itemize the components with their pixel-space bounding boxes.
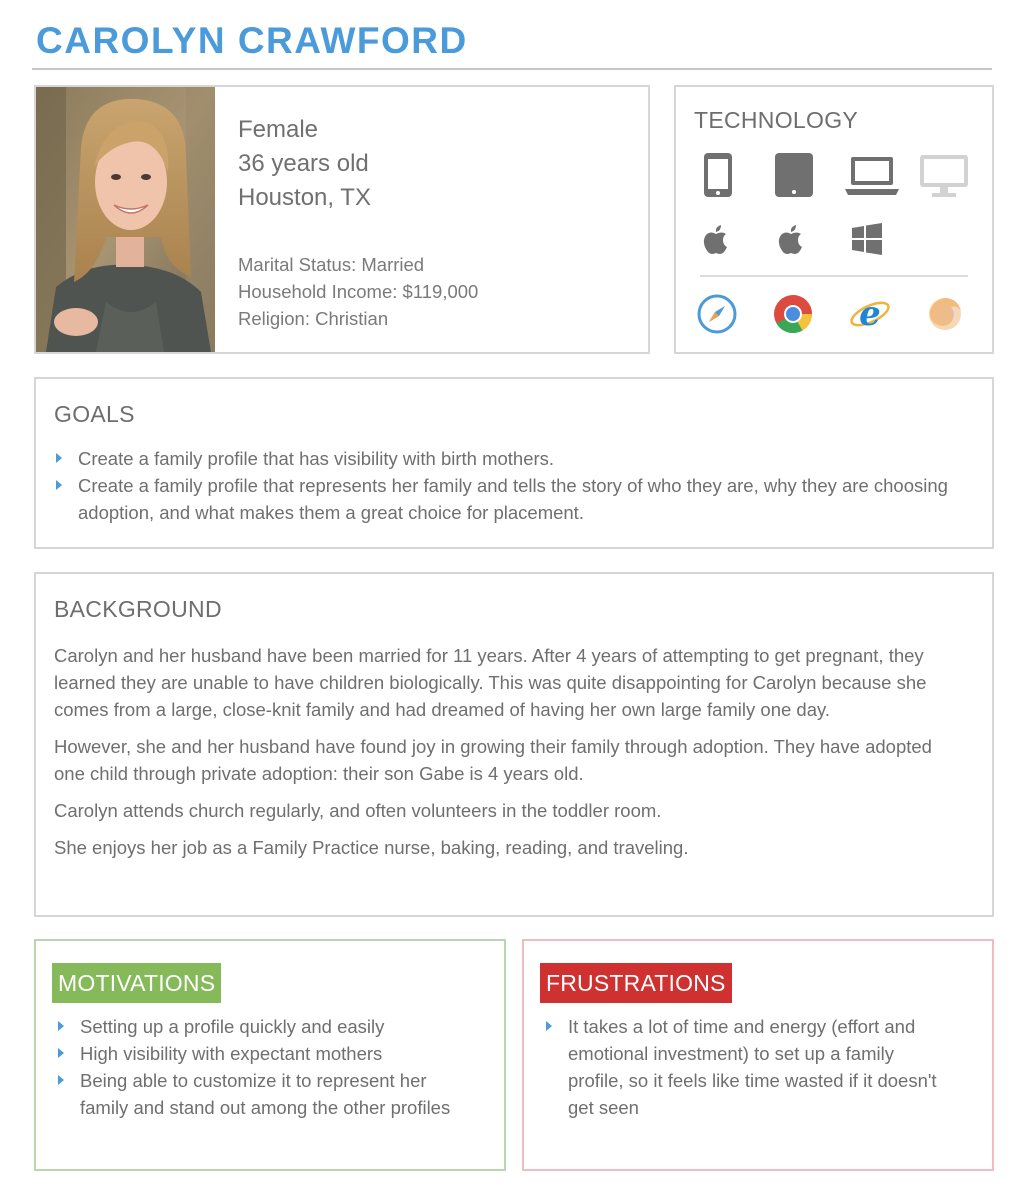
household-income-text: Household Income: $119,000 <box>238 281 479 302</box>
frustrations-title: FRUSTRATIONS <box>540 963 732 1003</box>
background-text <box>54 642 966 871</box>
profile-card <box>34 85 650 354</box>
laptop-icon <box>844 151 892 199</box>
bullet-arrow-icon <box>546 1021 552 1031</box>
apple-icon <box>698 221 746 269</box>
motivations-title: MOTIVATIONS <box>52 963 221 1003</box>
motivations-list <box>56 1013 476 1121</box>
age-text: 36 years old <box>238 150 369 177</box>
goals-card <box>34 377 994 549</box>
profile-attributes <box>238 251 478 332</box>
goals-title: GOALS <box>54 401 135 427</box>
svg-text:e: e <box>859 294 881 334</box>
goals-list <box>54 445 964 526</box>
background-paragraph: Carolyn attends church regularly, and often volunteers in the toddler room. <box>54 800 662 821</box>
background-card <box>34 572 994 917</box>
smartphone-icon <box>694 151 742 199</box>
tablet-icon <box>770 151 818 199</box>
bullet-arrow-icon <box>56 453 62 463</box>
technology-card <box>674 85 994 354</box>
list-item: It takes a lot of time and energy (effort and emotional investment) to set up a family profile, so it feels like time wasted if it doesn't get seen <box>544 1013 954 1121</box>
list-item: High visibility with expectant mothers <box>56 1040 476 1067</box>
persona-name: CAROLYN CRAWFORD <box>36 20 468 61</box>
background-paragraph: However, she and her husband have found joy in growing their family through adoption. They have adopted one child through private adoption: their son Gabe is 4 years old. <box>54 736 932 784</box>
motivations-card <box>34 939 506 1171</box>
persona-photo <box>36 87 215 352</box>
chrome-icon <box>772 293 820 341</box>
apple-icon <box>773 221 821 269</box>
technology-title: TECHNOLOGY <box>694 107 859 133</box>
desktop-icon <box>918 151 966 199</box>
bullet-arrow-icon <box>58 1075 64 1085</box>
list-item: Being able to customize it to represent her family and stand out among the other profiles <box>56 1067 476 1121</box>
windows-icon <box>850 223 898 271</box>
location-text: Houston, TX <box>238 184 371 211</box>
title-divider <box>32 68 992 70</box>
demographics <box>238 113 371 215</box>
safari-icon <box>696 293 744 341</box>
internet-explorer-icon <box>848 293 896 341</box>
list-item: Setting up a profile quickly and easily <box>56 1013 476 1040</box>
list-item: Create a family profile that has visibility with birth mothers. <box>54 445 964 472</box>
bullet-arrow-icon <box>58 1021 64 1031</box>
technology-divider <box>700 275 968 277</box>
bullet-arrow-icon <box>58 1048 64 1058</box>
frustrations-list <box>544 1013 954 1121</box>
gender-text: Female <box>238 116 319 143</box>
background-title: BACKGROUND <box>54 596 222 622</box>
firefox-icon <box>924 293 972 341</box>
background-paragraph: Carolyn and her husband have been married for 11 years. After 4 years of attempting to get pregnant, they learned they are unable to have children biologically. This was quite disappointing for Carolyn because she comes from a large, close-knit family and had dreamed of having her own large family one day. <box>54 645 927 720</box>
bullet-arrow-icon <box>56 480 62 490</box>
frustrations-card <box>522 939 994 1171</box>
list-item: Create a family profile that represents her family and tells the story of who they are, why they are choosing adoption, and what makes them a great choice for placement. <box>54 472 964 526</box>
background-paragraph: She enjoys her job as a Family Practice nurse, baking, reading, and traveling. <box>54 837 689 858</box>
marital-status-text: Marital Status: Married <box>238 254 425 275</box>
religion-text: Religion: Christian <box>238 308 389 329</box>
